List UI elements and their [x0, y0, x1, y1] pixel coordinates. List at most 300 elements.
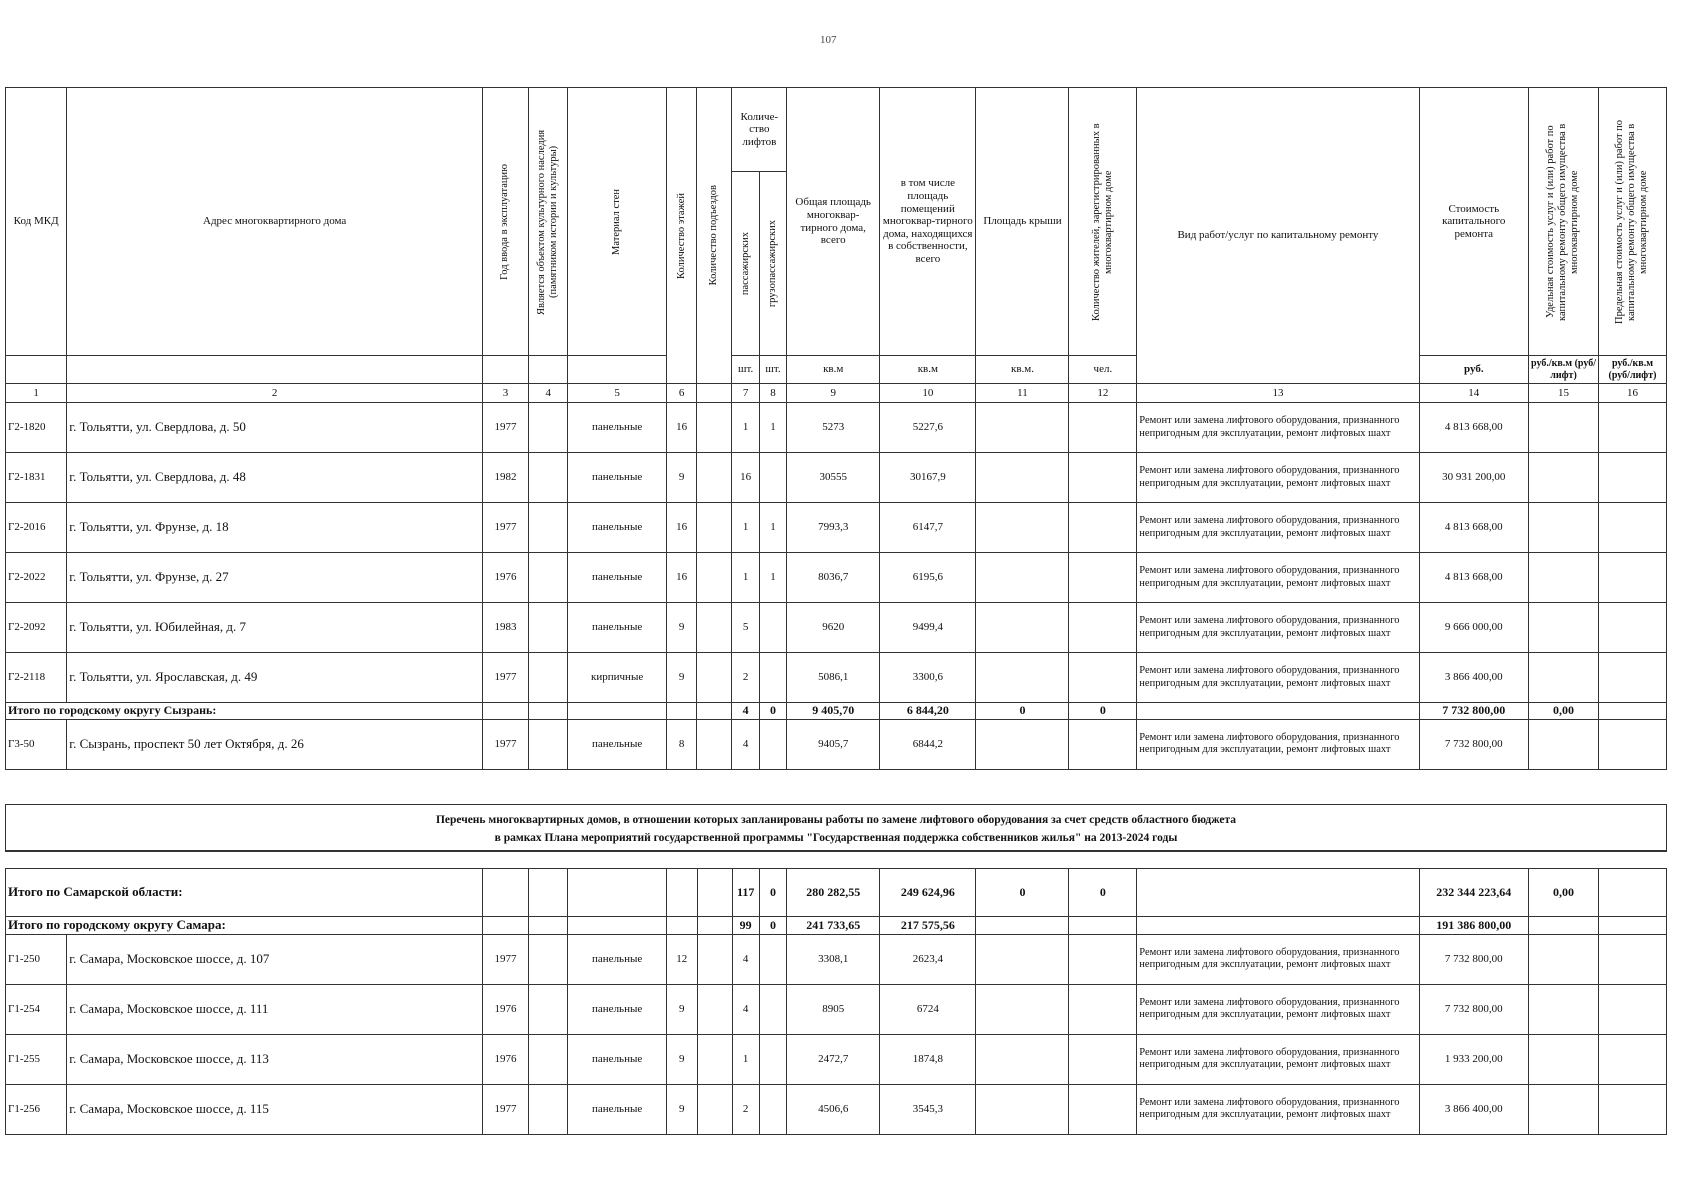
cell-material: панельные — [568, 1034, 666, 1084]
cell-roof — [976, 453, 1069, 503]
column-number: 10 — [880, 384, 976, 403]
cell-max — [1599, 403, 1667, 453]
cell-area: 5273 — [787, 403, 880, 453]
cell-code: Г1-250 — [6, 934, 67, 984]
cell-address: г. Тольятти, ул. Юбилейная, д. 7 — [67, 603, 483, 653]
col-header-floors-text: Количество этажей — [675, 192, 687, 279]
cell-entrances — [697, 1084, 732, 1134]
samara-total-people — [1069, 917, 1137, 935]
region-total-cost: 232 344 223,64 — [1419, 869, 1528, 917]
cell-owned: 30167,9 — [880, 453, 976, 503]
col-header-address: Адрес многоквартирного дома — [67, 88, 483, 356]
cell-address: г. Самара, Московское шоссе, д. 113 — [67, 1034, 483, 1084]
syzran-total-area: 9 405,70 — [787, 703, 880, 720]
cell-passenger: 1 — [732, 403, 759, 453]
col-header-year — [483, 88, 529, 356]
cell-max — [1599, 934, 1667, 984]
cell-roof — [976, 553, 1069, 603]
cell-cargo: 1 — [759, 503, 786, 553]
column-number: 4 — [529, 384, 568, 403]
cell-owned: 3300,6 — [880, 653, 976, 703]
col-header-heritage-text: Является объектом культурного наследия (памятником истории и культуры) — [536, 128, 560, 315]
column-number-blank — [697, 384, 732, 403]
cell-code: Г2-1820 — [6, 403, 67, 453]
cell-address: г. Тольятти, ул. Свердлова, д. 50 — [67, 403, 483, 453]
cell-material: панельные — [568, 934, 666, 984]
cell-year: 1977 — [483, 653, 529, 703]
syzran-year: 1977 — [483, 719, 529, 769]
col-header-passenger — [732, 172, 759, 356]
syzran-max — [1599, 719, 1667, 769]
cell-max — [1599, 1084, 1667, 1134]
syzran-cost: 7 732 800,00 — [1419, 719, 1528, 769]
cell-cost: 4 813 668,00 — [1419, 553, 1528, 603]
unit-heritage — [529, 356, 568, 384]
cell-owned: 9499,4 — [880, 603, 976, 653]
col-header-year-text: Год ввода в эксплуатацию — [499, 163, 511, 280]
unit-walls — [568, 356, 666, 384]
col-header-max-cost — [1599, 88, 1667, 356]
cell-work: Ремонт или замена лифтового оборудования, признанного непригодным для эксплуатации, ремонт лифтовых шахт — [1137, 603, 1419, 653]
col-header-floors — [666, 88, 697, 384]
column-number: 12 — [1069, 384, 1137, 403]
cell-material: панельные — [568, 984, 666, 1034]
cell-year: 1977 — [483, 503, 529, 553]
region-total-max — [1599, 869, 1667, 917]
unit-kvm-2: кв.м — [880, 356, 976, 384]
cell-work: Ремонт или замена лифтового оборудования, признанного непригодным для эксплуатации, ремонт лифтовых шахт — [1137, 653, 1419, 703]
samara-total-passenger: 99 — [732, 917, 759, 935]
region-total-area: 280 282,55 — [787, 869, 880, 917]
cell-people — [1069, 453, 1137, 503]
unit-rub-kvm-1: руб./кв.м (руб/лифт) — [1529, 356, 1599, 384]
cell-people — [1069, 1084, 1137, 1134]
cell-code: Г1-255 — [6, 1034, 67, 1084]
cell-heritage — [529, 503, 568, 553]
col-header-lifts: Количе-ство лифтов — [732, 88, 787, 172]
cell-owned: 5227,6 — [880, 403, 976, 453]
cell-address: г. Тольятти, ул. Свердлова, д. 48 — [67, 453, 483, 503]
cell-cargo — [759, 1034, 786, 1084]
region-total-passenger: 117 — [732, 869, 759, 917]
cell-code: Г1-254 — [6, 984, 67, 1034]
cell-year: 1977 — [483, 934, 529, 984]
cell-area: 4506,6 — [787, 1084, 880, 1134]
col-header-unit-cost-text: Удельная стоимость услуг и (или) работ по капитальному ремонту общего имущества в многоквартирном доме — [1545, 122, 1581, 321]
cell-floors: 16 — [666, 553, 697, 603]
cell-area: 3308,1 — [787, 934, 880, 984]
cell-cargo — [759, 1084, 786, 1134]
capital-repair-table — [5, 87, 1667, 770]
program-note-line-1: Перечень многоквартирных домов, в отношении которых запланированы работы по замене лифтового оборудования за счет средств областного бюджета — [435, 814, 1237, 826]
samara-total-empty-5 — [697, 917, 732, 935]
cell-work: Ремонт или замена лифтового оборудования, признанного непригодным для эксплуатации, ремонт лифтовых шахт — [1137, 984, 1419, 1034]
syzran-people — [1069, 719, 1137, 769]
unit-rub-kvm-2: руб./кв.м (руб/лифт) — [1599, 356, 1667, 384]
cell-roof — [976, 1084, 1069, 1134]
unit-kvm-3: кв.м. — [976, 356, 1069, 384]
cell-year: 1976 — [483, 1034, 529, 1084]
cell-heritage — [529, 553, 568, 603]
cell-passenger: 1 — [732, 1034, 759, 1084]
column-number: 7 — [732, 384, 759, 403]
cell-owned: 6724 — [880, 984, 976, 1034]
program-note — [5, 804, 1667, 852]
cell-floors: 9 — [666, 1084, 697, 1134]
cell-max — [1599, 553, 1667, 603]
cell-passenger: 1 — [732, 503, 759, 553]
syzran-code: Г3-50 — [6, 719, 67, 769]
region-total-empty-2 — [529, 869, 568, 917]
column-number: 14 — [1419, 384, 1528, 403]
cell-unit — [1529, 603, 1599, 653]
cell-material: панельные — [568, 403, 666, 453]
cell-cost: 7 732 800,00 — [1419, 984, 1528, 1034]
cell-roof — [976, 1034, 1069, 1084]
region-total-empty-4 — [666, 869, 697, 917]
samara-total-empty-2 — [529, 917, 568, 935]
cell-roof — [976, 984, 1069, 1034]
cell-entrances — [697, 1034, 732, 1084]
cell-roof — [976, 653, 1069, 703]
table-row — [6, 934, 1667, 984]
cell-people — [1069, 503, 1137, 553]
cell-work: Ремонт или замена лифтового оборудования, признанного непригодным для эксплуатации, ремонт лифтовых шахт — [1137, 403, 1419, 453]
col-header-work-type: Вид работ/услуг по капитальному ремонту — [1137, 88, 1419, 384]
tolyatti-rows — [6, 403, 1667, 703]
region-total-label: Итого по Самарской области: — [6, 869, 483, 917]
syzran-total-people: 0 — [1069, 703, 1137, 720]
cell-work: Ремонт или замена лифтового оборудования, признанного непригодным для эксплуатации, ремонт лифтовых шахт — [1137, 934, 1419, 984]
cell-material: панельные — [568, 553, 666, 603]
cell-cost: 30 931 200,00 — [1419, 453, 1528, 503]
cell-heritage — [529, 1084, 568, 1134]
samara-total-cargo: 0 — [759, 917, 786, 935]
cell-floors: 12 — [666, 934, 697, 984]
column-number: 6 — [666, 384, 697, 403]
column-number: 15 — [1529, 384, 1599, 403]
cell-code: Г1-256 — [6, 1084, 67, 1134]
col-header-unit-cost — [1529, 88, 1599, 356]
cell-unit — [1529, 1084, 1599, 1134]
cell-entrances — [697, 553, 732, 603]
column-number: 2 — [67, 384, 483, 403]
cell-material: панельные — [568, 603, 666, 653]
syzran-total-unit: 0,00 — [1529, 703, 1599, 720]
cell-people — [1069, 1034, 1137, 1084]
col-header-cargo — [759, 172, 786, 356]
samara-total-max — [1599, 917, 1667, 935]
cell-cargo — [759, 934, 786, 984]
cell-passenger: 4 — [732, 984, 759, 1034]
cell-unit — [1529, 553, 1599, 603]
cell-area: 30555 — [787, 453, 880, 503]
region-total-cargo: 0 — [759, 869, 786, 917]
cell-code: Г2-1831 — [6, 453, 67, 503]
cell-cost: 3 866 400,00 — [1419, 653, 1528, 703]
cell-floors: 9 — [666, 603, 697, 653]
syzran-total-empty-5 — [697, 703, 732, 720]
cell-year: 1982 — [483, 453, 529, 503]
cell-people — [1069, 603, 1137, 653]
cell-entrances — [697, 653, 732, 703]
syzran-total-label: Итого по городскому округу Сызрань: — [6, 703, 483, 720]
cell-passenger: 4 — [732, 934, 759, 984]
cell-address: г. Самара, Московское шоссе, д. 107 — [67, 934, 483, 984]
syzran-work: Ремонт или замена лифтового оборудования, признанного непригодным для эксплуатации, ремонт лифтовых шахт — [1137, 719, 1419, 769]
unit-chel: чел. — [1069, 356, 1137, 384]
cell-unit — [1529, 934, 1599, 984]
cell-max — [1599, 503, 1667, 553]
table-row — [6, 553, 1667, 603]
cell-entrances — [697, 403, 732, 453]
unit-sht-1: шт. — [732, 356, 759, 384]
cell-address: г. Тольятти, ул. Ярославская, д. 49 — [67, 653, 483, 703]
cell-passenger: 2 — [732, 653, 759, 703]
cell-people — [1069, 553, 1137, 603]
col-header-roof: Площадь крыши — [976, 88, 1069, 356]
unit-sht-2: шт. — [759, 356, 786, 384]
syzran-total-passenger: 4 — [732, 703, 759, 720]
cell-roof — [976, 934, 1069, 984]
cell-entrances — [697, 603, 732, 653]
column-number-row — [6, 384, 1667, 403]
cell-unit — [1529, 653, 1599, 703]
cell-floors: 9 — [666, 453, 697, 503]
col-header-heritage — [529, 88, 568, 356]
cell-people — [1069, 653, 1137, 703]
cell-cost: 3 866 400,00 — [1419, 1084, 1528, 1134]
table-row — [6, 603, 1667, 653]
region-total-row — [6, 869, 1667, 917]
syzran-entrances — [697, 719, 732, 769]
region-total-people: 0 — [1069, 869, 1137, 917]
syzran-total-max — [1599, 703, 1667, 720]
region-total-empty-5 — [697, 869, 732, 917]
cell-entrances — [697, 934, 732, 984]
cell-cargo — [759, 453, 786, 503]
region-total-unit: 0,00 — [1529, 869, 1599, 917]
syzran-heritage — [529, 719, 568, 769]
cell-work: Ремонт или замена лифтового оборудования, признанного непригодным для эксплуатации, ремонт лифтовых шахт — [1137, 553, 1419, 603]
cell-area: 5086,1 — [787, 653, 880, 703]
cell-owned: 2623,4 — [880, 934, 976, 984]
syzran-row — [6, 719, 1667, 769]
cell-area: 7993,3 — [787, 503, 880, 553]
cell-max — [1599, 453, 1667, 503]
samara-total-empty-1 — [483, 917, 529, 935]
cell-max — [1599, 653, 1667, 703]
cell-roof — [976, 403, 1069, 453]
cell-unit — [1529, 984, 1599, 1034]
syzran-unit — [1529, 719, 1599, 769]
col-header-passenger-text: пассажирских — [739, 231, 751, 296]
cell-material: панельные — [568, 1084, 666, 1134]
samara-total-owned: 217 575,56 — [880, 917, 976, 935]
cell-cargo — [759, 653, 786, 703]
cell-cost: 7 732 800,00 — [1419, 934, 1528, 984]
column-number: 16 — [1599, 384, 1667, 403]
table-row — [6, 984, 1667, 1034]
syzran-total-row — [6, 703, 1667, 720]
cell-address: г. Тольятти, ул. Фрунзе, д. 27 — [67, 553, 483, 603]
cell-year: 1976 — [483, 553, 529, 603]
cell-roof — [976, 603, 1069, 653]
syzran-total-work — [1137, 703, 1419, 720]
samara-total-work — [1137, 917, 1419, 935]
cell-passenger: 16 — [732, 453, 759, 503]
table-row — [6, 503, 1667, 553]
unit-kvm-1: кв.м — [787, 356, 880, 384]
cell-passenger: 1 — [732, 553, 759, 603]
cell-unit — [1529, 403, 1599, 453]
cell-year: 1977 — [483, 1084, 529, 1134]
cell-cost: 9 666 000,00 — [1419, 603, 1528, 653]
cell-heritage — [529, 984, 568, 1034]
syzran-area: 9405,7 — [787, 719, 880, 769]
column-number: 8 — [759, 384, 786, 403]
region-total-empty-3 — [568, 869, 666, 917]
syzran-total-cost: 7 732 800,00 — [1419, 703, 1528, 720]
cell-cargo — [759, 984, 786, 1034]
table-row — [6, 403, 1667, 453]
cell-address: г. Самара, Московское шоссе, д. 111 — [67, 984, 483, 1034]
column-number: 9 — [787, 384, 880, 403]
region-total-roof: 0 — [976, 869, 1069, 917]
syzran-total-roof: 0 — [976, 703, 1069, 720]
cell-owned: 6195,6 — [880, 553, 976, 603]
samara-total-unit — [1529, 917, 1599, 935]
cell-unit — [1529, 453, 1599, 503]
cell-material: панельные — [568, 503, 666, 553]
table-row — [6, 653, 1667, 703]
syzran-address: г. Сызрань, проспект 50 лет Октября, д. 26 — [67, 719, 483, 769]
cell-floors: 9 — [666, 1034, 697, 1084]
cell-heritage — [529, 453, 568, 503]
syzran-total-empty-3 — [568, 703, 666, 720]
cell-code: Г2-2022 — [6, 553, 67, 603]
samara-rows — [6, 934, 1667, 1134]
cell-unit — [1529, 1034, 1599, 1084]
samara-total-row — [6, 917, 1667, 935]
cell-heritage — [529, 403, 568, 453]
cell-cost: 4 813 668,00 — [1419, 503, 1528, 553]
cell-entrances — [697, 453, 732, 503]
regional-budget-table — [5, 868, 1667, 1135]
cell-owned: 6147,7 — [880, 503, 976, 553]
col-header-entrances-text: Количество подъездов — [708, 185, 720, 286]
samara-total-label: Итого по городскому округу Самара: — [6, 917, 483, 935]
col-header-code: Код МКД — [6, 88, 67, 356]
column-number: 5 — [568, 384, 666, 403]
cell-heritage — [529, 1034, 568, 1084]
cell-area: 2472,7 — [787, 1034, 880, 1084]
cell-code: Г2-2118 — [6, 653, 67, 703]
cell-passenger: 2 — [732, 1084, 759, 1134]
cell-year: 1983 — [483, 603, 529, 653]
syzran-owned: 6844,2 — [880, 719, 976, 769]
cell-passenger: 5 — [732, 603, 759, 653]
cell-max — [1599, 1034, 1667, 1084]
cell-code: Г2-2016 — [6, 503, 67, 553]
samara-total-empty-4 — [666, 917, 697, 935]
column-number: 3 — [483, 384, 529, 403]
unit-code — [6, 356, 67, 384]
cell-cost: 1 933 200,00 — [1419, 1034, 1528, 1084]
cell-entrances — [697, 503, 732, 553]
cell-code: Г2-2092 — [6, 603, 67, 653]
cell-unit — [1529, 503, 1599, 553]
cell-owned: 3545,3 — [880, 1084, 976, 1134]
syzran-total-empty-4 — [666, 703, 697, 720]
program-note-line-2: в рамках Плана мероприятий государственной программы "Государственная поддержка собственников жилья" на 2013-2024 годы — [494, 832, 1178, 844]
cell-cost: 4 813 668,00 — [1419, 403, 1528, 453]
column-number: 11 — [976, 384, 1069, 403]
cell-heritage — [529, 603, 568, 653]
cell-entrances — [697, 984, 732, 1034]
col-header-entrances — [697, 88, 732, 384]
cell-area: 8036,7 — [787, 553, 880, 603]
col-header-total-area: Общая площадь многоквар-тирного дома, всего — [787, 88, 880, 356]
table-row — [6, 1084, 1667, 1134]
cell-people — [1069, 984, 1137, 1034]
table-row — [6, 453, 1667, 503]
col-header-walls — [568, 88, 666, 356]
cell-max — [1599, 603, 1667, 653]
cell-year: 1976 — [483, 984, 529, 1034]
cell-address: г. Тольятти, ул. Фрунзе, д. 18 — [67, 503, 483, 553]
cell-cargo: 1 — [759, 553, 786, 603]
col-header-residents — [1069, 88, 1137, 356]
col-header-owned-area: в том числе площадь помещений многоквар-тирного дома, находящихся в собственности, всего — [880, 88, 976, 356]
cell-area: 9620 — [787, 603, 880, 653]
cell-year: 1977 — [483, 403, 529, 453]
cell-cargo: 1 — [759, 403, 786, 453]
cell-roof — [976, 503, 1069, 553]
syzran-floors: 8 — [666, 719, 697, 769]
cell-floors: 9 — [666, 653, 697, 703]
syzran-roof — [976, 719, 1069, 769]
cell-people — [1069, 934, 1137, 984]
syzran-total-empty-2 — [529, 703, 568, 720]
column-number: 13 — [1137, 384, 1419, 403]
cell-material: кирпичные — [568, 653, 666, 703]
table-row — [6, 1034, 1667, 1084]
col-header-residents-text: Количество жителей, зарегистрированных в многоквартирном доме — [1090, 122, 1114, 321]
column-number: 1 — [6, 384, 67, 403]
cell-address: г. Самара, Московское шоссе, д. 115 — [67, 1084, 483, 1134]
cell-material: панельные — [568, 453, 666, 503]
unit-year — [483, 356, 529, 384]
cell-cargo — [759, 603, 786, 653]
page-number: 107 — [820, 34, 837, 46]
samara-total-empty-3 — [568, 917, 666, 935]
col-header-walls-text: Материал стен — [611, 188, 623, 255]
syzran-total-owned: 6 844,20 — [880, 703, 976, 720]
cell-work: Ремонт или замена лифтового оборудования, признанного непригодным для эксплуатации, ремонт лифтовых шахт — [1137, 1084, 1419, 1134]
cell-heritage — [529, 934, 568, 984]
cell-work: Ремонт или замена лифтового оборудования, признанного непригодным для эксплуатации, ремонт лифтовых шахт — [1137, 503, 1419, 553]
cell-max — [1599, 984, 1667, 1034]
samara-total-roof — [976, 917, 1069, 935]
samara-total-cost: 191 386 800,00 — [1419, 917, 1528, 935]
syzran-passenger: 4 — [732, 719, 759, 769]
region-total-empty-1 — [483, 869, 529, 917]
cell-floors: 9 — [666, 984, 697, 1034]
cell-owned: 1874,8 — [880, 1034, 976, 1084]
syzran-material: панельные — [568, 719, 666, 769]
cell-floors: 16 — [666, 403, 697, 453]
